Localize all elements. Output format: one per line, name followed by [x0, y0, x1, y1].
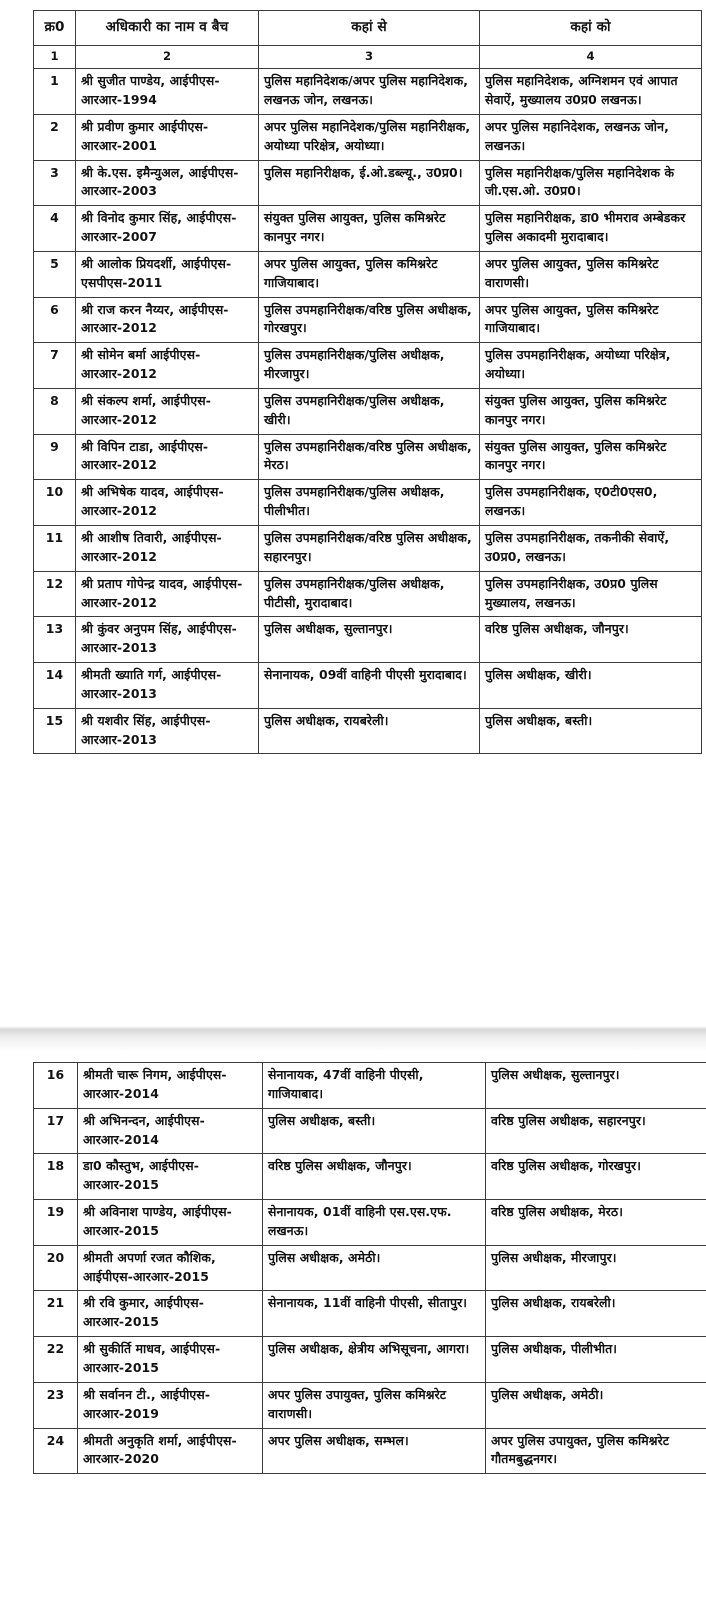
cell-officer-name	[78, 1200, 263, 1246]
cell-posted-to-text: पुलिस अधीक्षक, सुल्तानपुर।	[491, 1067, 620, 1082]
table-row	[34, 434, 702, 480]
cell-officer-name	[76, 114, 259, 160]
table-row	[34, 1382, 706, 1428]
cell-officer-name-text: श्री सोमेन बर्मा आईपीएस-आरआर-2012	[81, 347, 201, 382]
cell-officer-name-text: श्री सर्वानन टी., आईपीएस-आरआर-2019	[83, 1386, 211, 1421]
cell-posted-from-text: पुलिस उपमहानिरीक्षक/पुलिस अधीक्षक, पीटीसी, मुरादाबाद।	[264, 575, 445, 610]
cell-posted-from	[263, 1428, 486, 1474]
cell-serial-number	[34, 69, 76, 115]
cell-serial-number	[34, 388, 76, 434]
cell-posted-from	[259, 343, 480, 389]
cell-officer-name-text: श्री अभिनन्दन, आईपीएस-आरआर-2014	[83, 1112, 205, 1147]
cell-posted-from-text: पुलिस अधीक्षक, अमेठी।	[268, 1249, 381, 1265]
table-row	[34, 1108, 706, 1154]
transfer-table-page-2	[33, 1062, 706, 1474]
cell-posted-from-text: पुलिस उपमहानिरीक्षक/वरिष्ठ पुलिस अधीक्षक, गोरखपुर।	[264, 301, 472, 336]
cell-serial-number-text: 21	[46, 1295, 65, 1311]
cell-posted-from	[259, 388, 480, 434]
cell-officer-name	[78, 1108, 263, 1154]
cell-posted-from-text: अपर पुलिस उपायुक्त, पुलिस कमिश्नरेट वाराणसी।	[268, 1386, 447, 1421]
table-body-page-2	[34, 1063, 706, 1474]
cell-serial-number	[34, 571, 76, 617]
cell-posted-from-text: पुलिस उपमहानिरीक्षक/पुलिस अधीक्षक, मीरजापुर।	[264, 347, 445, 382]
cell-posted-to	[480, 708, 702, 754]
table-row	[34, 663, 702, 709]
cell-serial-number	[34, 1108, 78, 1154]
cell-serial-number	[34, 1063, 78, 1109]
cell-serial-number-text: 3	[50, 164, 59, 180]
cell-serial-number	[34, 526, 76, 572]
cell-posted-to-text: पुलिस महानिरीक्षक, डा0 भीमराव अम्बेडकर पुलिस अकादमी मुरादाबाद।	[485, 210, 686, 245]
cell-posted-from-text: पुलिस उपमहानिरीक्षक/पुलिस अधीक्षक, पीलीभीत।	[264, 484, 445, 519]
cell-serial-number-text: 9	[50, 438, 59, 454]
cell-officer-name-text: श्री आशीष तिवारी, आईपीएस-आरआर-2012	[81, 530, 222, 564]
cell-serial-number	[34, 480, 76, 526]
cell-officer-name-text: श्री राज करन नैय्यर, आईपीएस-आरआर-2012	[81, 301, 229, 336]
table-row	[34, 114, 702, 160]
cell-serial-number	[34, 434, 76, 480]
cell-serial-number	[34, 663, 76, 709]
cell-officer-name	[76, 160, 259, 206]
cell-posted-to	[486, 1108, 706, 1154]
cell-posted-from	[259, 206, 480, 252]
cell-posted-from	[259, 69, 480, 115]
table-row	[34, 617, 702, 663]
cell-posted-from-text: पुलिस उपमहानिरीक्षक/वरिष्ठ पुलिस अधीक्षक, सहारनपुर।	[264, 530, 472, 564]
table-row	[34, 251, 702, 297]
cell-officer-name-text: श्री यशवीर सिंह, आईपीएस-आरआर-2013	[81, 712, 211, 747]
cell-serial-number-text: 12	[45, 575, 64, 591]
cell-serial-number	[34, 160, 76, 206]
cell-posted-to	[480, 114, 702, 160]
cell-posted-to-text: पुलिस अधीक्षक, बस्ती।	[485, 712, 593, 728]
cell-officer-name	[78, 1154, 263, 1200]
column-number-row	[34, 45, 702, 68]
cell-posted-from-text: पुलिस अधीक्षक, बस्ती।	[268, 1112, 376, 1128]
cell-posted-to-text: पुलिस अधीक्षक, पीलीभीत।	[491, 1341, 618, 1357]
cell-posted-to	[480, 343, 702, 389]
cell-officer-name-text: श्री प्रवीण कुमार आईपीएस-आरआर-2001	[81, 118, 209, 153]
header-serial-number: क्र0	[34, 11, 76, 46]
table-row	[34, 1063, 706, 1109]
cell-officer-name	[78, 1382, 263, 1428]
cell-posted-from-text: पुलिस अधीक्षक, सुल्तानपुर।	[264, 621, 393, 637]
cell-posted-to-text: संयुक्त पुलिस आयुक्त, पुलिस कमिश्नरेट कानपुर नगर।	[485, 392, 667, 427]
table-row	[34, 1337, 706, 1383]
cell-posted-from	[263, 1337, 486, 1383]
cell-posted-from-text: सेनानायक, 47वीं वाहिनी पीएसी, गाजियाबाद।	[268, 1067, 424, 1101]
cell-serial-number	[34, 1337, 78, 1383]
cell-posted-to	[480, 69, 702, 115]
cell-posted-from	[259, 251, 480, 297]
table-row	[34, 708, 702, 754]
cell-serial-number	[34, 617, 76, 663]
cell-serial-number-text: 2	[50, 118, 59, 134]
table-row	[34, 343, 702, 389]
cell-serial-number-text: 20	[46, 1249, 65, 1265]
cell-officer-name	[78, 1428, 263, 1474]
cell-posted-to-text: पुलिस उपमहानिरीक्षक, तकनीकी सेवाऐं, उ0प्र0, लखनऊ।	[485, 530, 670, 564]
cell-posted-to	[486, 1428, 706, 1474]
cell-posted-to-text: पुलिस उपमहानिरीक्षक, अयोध्या परिक्षेत्र, अयोध्या।	[485, 347, 671, 382]
header-posted-from: कहां से	[259, 11, 480, 46]
cell-posted-to-text: पुलिस अधीक्षक, रायबरेली।	[491, 1295, 616, 1311]
table-row	[34, 297, 702, 343]
cell-serial-number-text: 22	[46, 1341, 65, 1357]
table-row	[34, 1154, 706, 1200]
cell-officer-name-text: श्री आलोक प्रियदर्शी, आईपीएस-एसपीएस-2011	[81, 255, 232, 290]
cell-serial-number-text: 17	[46, 1112, 65, 1128]
cell-serial-number-text: 1	[50, 73, 59, 89]
cell-posted-to	[480, 206, 702, 252]
cell-posted-from	[259, 571, 480, 617]
cell-posted-to	[486, 1291, 706, 1337]
cell-serial-number	[34, 206, 76, 252]
cell-posted-from	[263, 1245, 486, 1291]
cell-posted-from-text: पुलिस महानिदेशक/अपर पुलिस महानिदेशक, लखनऊ जोन, लखनऊ।	[264, 73, 469, 107]
cell-posted-from-text: सेनानायक, 11वीं वाहिनी पीएसी, सीतापुर।	[268, 1295, 468, 1311]
cell-officer-name-text: श्री सुजीत पाण्डेय, आईपीएस-आरआर-1994	[81, 73, 220, 107]
cell-posted-to-text: पुलिस अधीक्षक, अमेठी।	[491, 1386, 604, 1402]
cell-serial-number-text: 7	[50, 347, 59, 363]
cell-officer-name	[76, 69, 259, 115]
cell-serial-number-text: 16	[46, 1067, 65, 1082]
cell-officer-name-text: श्री सुकीर्ति माधव, आईपीएस-आरआर-2015	[83, 1341, 221, 1375]
cell-officer-name	[76, 297, 259, 343]
table-row	[34, 206, 702, 252]
table-row	[34, 526, 702, 572]
table-row	[34, 1291, 706, 1337]
cell-posted-from	[263, 1382, 486, 1428]
cell-posted-to-text: पुलिस महानिरीक्षक/पुलिस महानिदेशक के जी.एस.ओ. उ0प्र0।	[485, 164, 675, 199]
cell-posted-to	[480, 160, 702, 206]
cell-officer-name	[76, 617, 259, 663]
cell-posted-to	[486, 1337, 706, 1383]
cell-posted-to	[486, 1200, 706, 1246]
table-row	[34, 1428, 706, 1474]
page-scan-separator	[0, 1026, 706, 1052]
header-officer-name: अधिकारी का नाम व बैच	[76, 11, 259, 46]
header-row	[34, 11, 702, 46]
cell-posted-to	[480, 297, 702, 343]
cell-officer-name-text: श्री के.एस. इमैन्युअल, आईपीएस-आरआर-2003	[81, 164, 239, 199]
cell-officer-name	[76, 388, 259, 434]
cell-serial-number-text: 5	[50, 255, 59, 271]
cell-serial-number	[34, 343, 76, 389]
cell-officer-name-text: श्रीमती ख्याति गर्ग, आईपीएस-आरआर-2013	[81, 667, 222, 701]
cell-posted-from-text: पुलिस अधीक्षक, क्षेत्रीय अभिसूचना, आगरा।	[268, 1341, 470, 1357]
cell-serial-number-text: 14	[45, 667, 64, 683]
cell-posted-from	[259, 297, 480, 343]
cell-posted-to	[480, 251, 702, 297]
cell-posted-from	[263, 1154, 486, 1200]
cell-officer-name	[76, 571, 259, 617]
cell-posted-to-text: वरिष्ठ पुलिस अधीक्षक, मेरठ।	[491, 1204, 624, 1220]
cell-officer-name	[78, 1063, 263, 1109]
cell-posted-to	[480, 480, 702, 526]
cell-posted-from	[259, 663, 480, 709]
cell-officer-name	[76, 663, 259, 709]
cell-posted-from	[259, 526, 480, 572]
cell-serial-number-text: 10	[45, 484, 64, 500]
cell-serial-number-text: 13	[45, 621, 64, 637]
cell-posted-to-text: पुलिस उपमहानिरीक्षक, उ0प्र0 पुलिस मुख्यालय, लखनऊ।	[485, 575, 658, 610]
cell-posted-to-text: अपर पुलिस आयुक्त, पुलिस कमिश्नरेट गाजियाबाद।	[485, 301, 659, 336]
table-row	[34, 480, 702, 526]
cell-posted-to	[480, 434, 702, 480]
cell-posted-from	[259, 617, 480, 663]
cell-officer-name-text: श्री अविनाश पाण्डेय, आईपीएस-आरआर-2015	[83, 1204, 232, 1238]
table-row	[34, 1245, 706, 1291]
cell-posted-to-text: पुलिस उपमहानिरीक्षक, ए0टी0एस0, लखनऊ।	[485, 484, 658, 519]
cell-serial-number-text: 23	[46, 1386, 65, 1402]
cell-officer-name	[78, 1245, 263, 1291]
cell-serial-number	[34, 297, 76, 343]
cell-posted-to	[486, 1245, 706, 1291]
cell-serial-number	[34, 1245, 78, 1291]
cell-serial-number	[34, 1382, 78, 1428]
table-row	[34, 388, 702, 434]
cell-serial-number	[34, 1154, 78, 1200]
cell-officer-name-text: श्री विनोद कुमार सिंह, आईपीएस-आरआर-2007	[81, 210, 237, 245]
cell-serial-number	[34, 1428, 78, 1474]
cell-posted-from	[263, 1063, 486, 1109]
cell-posted-to-text: वरिष्ठ पुलिस अधीक्षक, गोरखपुर।	[491, 1158, 642, 1174]
cell-posted-to-text: वरिष्ठ पुलिस अधीक्षक, सहारनपुर।	[491, 1112, 646, 1128]
cell-posted-from-text: संयुक्त पुलिस आयुक्त, पुलिस कमिश्नरेट कानपुर नगर।	[264, 210, 446, 245]
cell-posted-from	[263, 1291, 486, 1337]
cell-officer-name-text: श्री संकल्प शर्मा, आईपीएस-आरआर-2012	[81, 392, 211, 427]
cell-officer-name-text: श्री विपिन टाडा, आईपीएस-आरआर-2012	[81, 438, 209, 473]
cell-officer-name-text: श्री कुंवर अनुपम सिंह, आईपीएस-आरआर-2013	[81, 621, 237, 656]
transfer-table-page-1	[33, 10, 702, 754]
cell-posted-from	[263, 1108, 486, 1154]
cell-serial-number	[34, 1291, 78, 1337]
cell-posted-to	[486, 1063, 706, 1109]
table-row	[34, 160, 702, 206]
cell-officer-name	[76, 251, 259, 297]
cell-serial-number-text: 11	[45, 530, 64, 545]
cell-posted-from-text: सेनानायक, 01वीं वाहिनी एस.एस.एफ. लखनऊ।	[268, 1204, 452, 1238]
table-row	[34, 1200, 706, 1246]
cell-posted-to	[486, 1382, 706, 1428]
cell-officer-name	[76, 206, 259, 252]
cell-posted-from-text: पुलिस अधीक्षक, रायबरेली।	[264, 712, 389, 728]
table-body-page-1	[34, 69, 702, 754]
cell-posted-from-text: पुलिस महानिरीक्षक, ई.ओ.डब्ल्यू., उ0प्र0।	[264, 164, 463, 180]
colnum-4: 4	[480, 45, 702, 68]
table-head	[34, 11, 702, 69]
cell-posted-to-text: अपर पुलिस आयुक्त, पुलिस कमिश्नरेट वाराणसी।	[485, 255, 659, 290]
cell-posted-to	[480, 571, 702, 617]
cell-posted-to-text: पुलिस अधीक्षक, मीरजापुर।	[491, 1249, 617, 1265]
colnum-1: 1	[34, 45, 76, 68]
cell-officer-name-text: श्री रवि कुमार, आईपीएस-आरआर-2015	[83, 1295, 204, 1330]
cell-officer-name	[78, 1291, 263, 1337]
cell-officer-name-text: श्री अभिषेक यादव, आईपीएस-आरआर-2012	[81, 484, 224, 519]
cell-officer-name-text: श्रीमती अपर्णा रजत कौशिक, आईपीएस-आरआर-2015	[83, 1249, 216, 1284]
cell-serial-number	[34, 251, 76, 297]
table-row	[34, 571, 702, 617]
cell-posted-to-text: संयुक्त पुलिस आयुक्त, पुलिस कमिश्नरेट कानपुर नगर।	[485, 438, 667, 473]
scanned-page-2	[0, 1050, 706, 1600]
cell-officer-name-text: श्रीमती चारू निगम, आईपीएस-आरआर-2014	[83, 1067, 227, 1101]
cell-posted-from-text: अपर पुलिस आयुक्त, पुलिस कमिश्नरेट गाजियाबाद।	[264, 255, 438, 290]
colnum-2: 2	[76, 45, 259, 68]
cell-officer-name	[78, 1337, 263, 1383]
cell-posted-to	[480, 663, 702, 709]
cell-posted-from-text: अपर पुलिस अधीक्षक, सम्भल।	[268, 1432, 409, 1448]
cell-posted-from-text: सेनानायक, 09वीं वाहिनी पीएसी मुरादाबाद।	[264, 667, 467, 683]
cell-serial-number-text: 6	[50, 301, 59, 317]
cell-officer-name	[76, 343, 259, 389]
cell-posted-to	[486, 1154, 706, 1200]
cell-posted-to-text: अपर पुलिस उपायुक्त, पुलिस कमिश्नरेट गौतमबुद्धनगर।	[491, 1432, 670, 1467]
cell-serial-number-text: 4	[50, 210, 59, 226]
cell-posted-to-text: पुलिस महानिदेशक, अग्निशमन एवं आपात सेवाऐं, मुख्यालय उ0प्र0 लखनऊ।	[485, 73, 678, 107]
cell-serial-number	[34, 114, 76, 160]
cell-posted-to-text: वरिष्ठ पुलिस अधीक्षक, जौनपुर।	[485, 621, 629, 637]
cell-posted-from	[259, 160, 480, 206]
cell-posted-from-text: अपर पुलिस महानिदेशक/पुलिस महानिरीक्षक, अयोध्या परिक्षेत्र, अयोध्या।	[264, 118, 471, 153]
cell-posted-from	[259, 480, 480, 526]
cell-posted-from-text: पुलिस उपमहानिरीक्षक/पुलिस अधीक्षक, खीरी।	[264, 392, 445, 427]
cell-serial-number	[34, 708, 76, 754]
colnum-3: 3	[259, 45, 480, 68]
cell-posted-to	[480, 617, 702, 663]
cell-serial-number-text: 8	[50, 392, 59, 408]
cell-posted-from-text: वरिष्ठ पुलिस अधीक्षक, जौनपुर।	[268, 1158, 412, 1174]
cell-officer-name-text: श्रीमती अनुकृति शर्मा, आईपीएस-आरआर-2020	[83, 1432, 237, 1467]
cell-posted-from	[263, 1200, 486, 1246]
table-row	[34, 69, 702, 115]
cell-serial-number-text: 24	[46, 1432, 65, 1448]
cell-serial-number	[34, 1200, 78, 1246]
cell-posted-to	[480, 388, 702, 434]
cell-posted-from	[259, 434, 480, 480]
cell-serial-number-text: 19	[46, 1204, 65, 1220]
cell-officer-name	[76, 526, 259, 572]
cell-officer-name-text: श्री प्रताप गोपेन्द्र यादव, आईपीएस-आरआर-2012	[81, 575, 243, 610]
header-posted-to: कहां को	[480, 11, 702, 46]
cell-posted-from	[259, 114, 480, 160]
cell-posted-to-text: पुलिस अधीक्षक, खीरी।	[485, 667, 592, 683]
cell-serial-number-text: 15	[45, 712, 64, 728]
cell-posted-from	[259, 708, 480, 754]
cell-officer-name	[76, 708, 259, 754]
cell-officer-name	[76, 434, 259, 480]
cell-officer-name-text: डा0 कौस्तुभ, आईपीएस-आरआर-2015	[83, 1158, 199, 1193]
cell-posted-to-text: अपर पुलिस महानिदेशक, लखनऊ जोन, लखनऊ।	[485, 118, 669, 153]
cell-officer-name	[76, 480, 259, 526]
cell-posted-from-text: पुलिस उपमहानिरीक्षक/वरिष्ठ पुलिस अधीक्षक, मेरठ।	[264, 438, 472, 473]
cell-posted-to	[480, 526, 702, 572]
cell-serial-number-text: 18	[46, 1158, 65, 1174]
